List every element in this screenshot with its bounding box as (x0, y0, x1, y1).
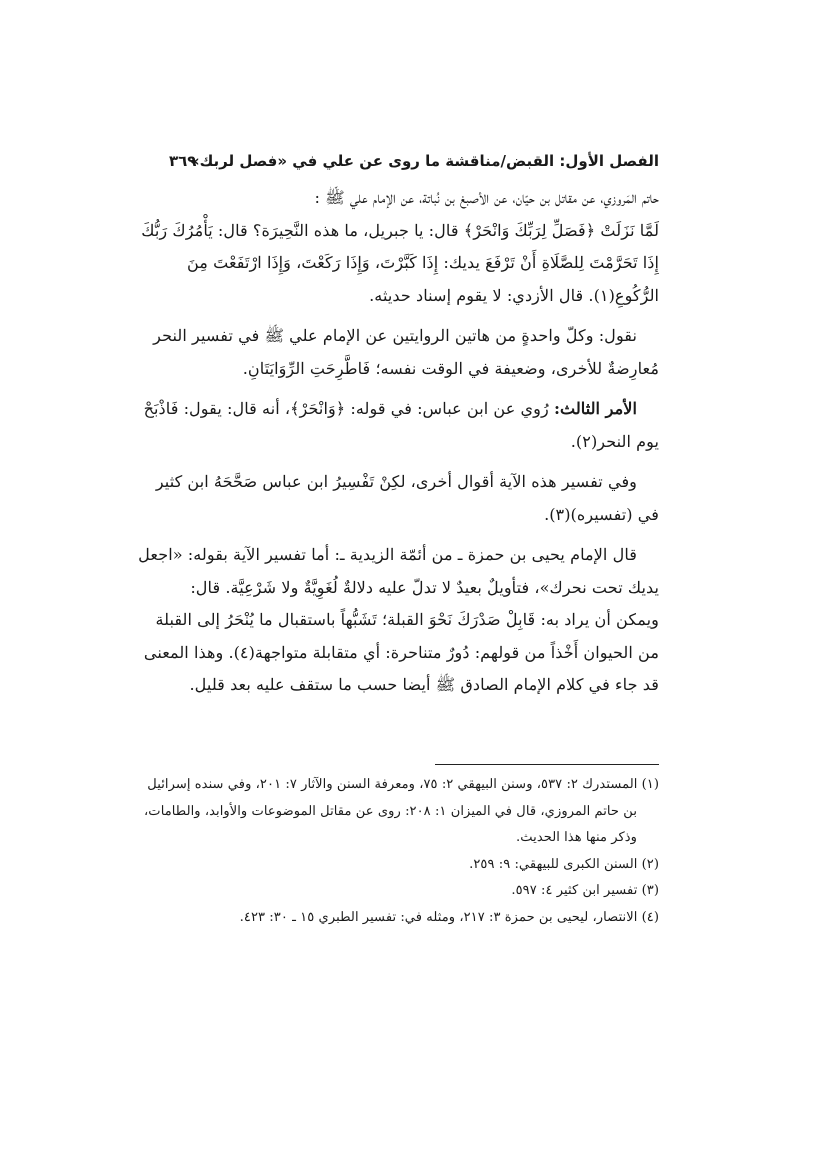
text-line: في (تفسيره)(٣). (544, 504, 659, 524)
page-number: ٣٦٩ (169, 152, 197, 170)
text-line: قال الإمام يحيى بن حمزة ـ من أئمّة الزيدية ـ: أما تفسير الآية بقوله: «اجعل (138, 545, 637, 564)
main-text (138, 182, 659, 702)
footnote-line: (٣) تفسير ابن كثير ٤: ٥٩٧. (511, 883, 659, 898)
text-line: إِذَا تَحَرَّمْتَ لِلصَّلَاةِ أَنْ تَرْفَعَ يديك: إِذَا كَبَّرْتَ، وَإِذَا رَكَعْتَ، وَإِذَا ارْتَفَعْتَ مِنَ (186, 253, 659, 272)
footnote-line: بن حاتم المروزي، قال في الميزان ١: ٢٠٨: روى عن مقاتل الموضوعات والأوابد، والطامات، (144, 803, 637, 819)
text-line: ويمكن أن يراد به: قَابِلْ صَدْرَكَ نَحْوَ القبلة؛ تَشَبُّهاً باستقبال ما يُنْحَرُ إلى القبلة (155, 610, 659, 629)
footnote-line: (٤) الانتصار، ليحيى بن حمزة ٣: ٢١٧، ومثله في: تفسير الطبري ١٥ ـ ٣٠: ٤٢٣. (239, 909, 659, 925)
text-line: لَمَّا نَزَلَتْ ﴿فَصَلِّ لِرَبِّكَ وَانْحَرْ﴾ قال: يا جبريل، ما هذه النَّحِيرَة؟ قال: يَأْمُرُكَ رَبُّكَ (141, 220, 659, 240)
running-header (169, 152, 659, 178)
text-line: قد جاء في كلام الإمام الصادق ﷺ أيضا حسب ما ستقف عليه بعد قليل. (189, 675, 659, 694)
chapter-title: الفصل الأول: القبض/مناقشة ما روى عن علي في «فصل لربك» (189, 152, 659, 170)
footnote-divider (435, 764, 659, 765)
text-line: الرُّكُوعِ(١). قال الأزدي: لا يقوم إسناد حديثه. (369, 285, 659, 305)
text-line: حاتم المَروزي، عن مقاتل بن حيّان، عن الأصبغ بن نُباتة، عن الإمام علي ﷺ : (314, 188, 659, 207)
footnote-line: (١) المستدرك ٢: ٥٣٧، وسنن البيهقي ٢: ٧٥، ومعرفة السنن والآثار ٧: ٢٠١، وفي سنده إسرائيل (147, 777, 659, 792)
text-line: وفي تفسير هذه الآية أقوال أخرى، لكِنْ تَفْسِيرُ ابن عباس صَحَّحَهُ ابن كثير (155, 472, 637, 491)
footnote-line: وذكر منها هذا الحديث. (516, 830, 637, 845)
text-line: مُعارِضةٌ للأخرى، وضعيفة في الوقت نفسه؛ فَاطَّرِحَتِ الرِّوَايَتَانِ. (242, 358, 659, 378)
text-line: من الحيوان أَخْذاً من قولهم: دُورٌ متناحرة: أي متقابلة متواجهة(٤). وهذا المعنى (143, 642, 659, 662)
section-text: رُوي عن ابن عباس: في قوله: ﴿وَانْحَرْ﴾، أنه قال: يقول: فَاذْبَحْ (143, 399, 549, 418)
footnote-line: (٢) السنن الكبرى للبيهقي: ٩: ٢٥٩. (469, 856, 659, 872)
section-lead: الأمر الثالث: (553, 399, 637, 418)
text-line: نقول: وكلّ واحدةٍ من هاتين الروايتين عن الإمام علي ﷺ في تفسير النحر (153, 326, 637, 345)
footnotes (144, 772, 659, 931)
text-line: يديك تحت نحرك»، فتأويلٌ بعيدٌ لا تدلّ عليه دلالةٌ لُغَوِيَّةٌ ولا شَرْعِيَّة. قال: (190, 577, 659, 597)
text-line: يوم النحر(٢). (570, 431, 659, 451)
text-line (143, 393, 659, 426)
